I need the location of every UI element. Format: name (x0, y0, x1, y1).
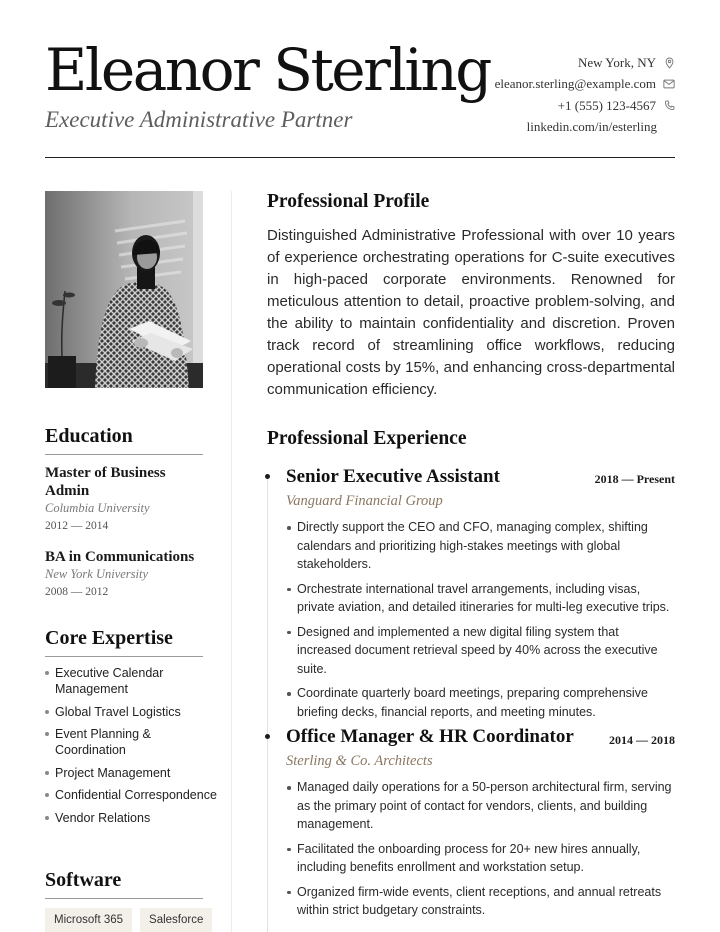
contact-phone (495, 95, 675, 117)
expertise-item: Project Management (45, 765, 220, 781)
job-title: Office Manager & HR Coordinator (286, 726, 574, 747)
job-bullet: Orchestrate international travel arrangements, including visas, private aviation, and detailed itineraries for multi-leg executive trips. (286, 580, 676, 617)
profile-summary: Distinguished Administrative Professional with over 10 years of experience orchestrating operations for C-suite executives in high-paced corporate environments. Renowned for meticulous attention to detail, proactive problem-solving, and the ability to maintain confidentiality and discretion. Proven track record of streamlining office workflows, reducing operational costs by 15%, and enhancing cross-departmental communication efficiency. (267, 227, 675, 398)
expertise-item: Global Travel Logistics (45, 704, 220, 720)
job-bullet: Facilitated the onboarding process for 20+ new hires annually, including benefits enrollment and workstation setup. (286, 840, 676, 877)
contact-email-text[interactable]: eleanor.sterling@example.com (494, 76, 656, 92)
software-tag: Salesforce (140, 908, 212, 932)
job-bullet: Managed daily operations for a 50-person architectural firm, serving as the primary point of contact for vendors, clients, and building management. (286, 778, 676, 834)
education-years: 2008 — 2012 (45, 586, 109, 598)
education-item (45, 464, 210, 535)
phone-icon (657, 100, 675, 111)
timeline-dot (265, 474, 270, 479)
resume-role: Executive Administrative Partner (45, 107, 353, 132)
software-tags (45, 908, 212, 932)
job-bullet: Coordinate quarterly board meetings, preparing comprehensive briefing decks, financial reports, and meeting minutes. (286, 684, 676, 721)
contact-linkedin-text[interactable]: linkedin.com/in/esterling (526, 119, 657, 135)
school-name: New York University (45, 567, 149, 581)
job-title: Senior Executive Assistant (286, 466, 500, 487)
mail-icon (657, 79, 675, 89)
education-item (45, 548, 210, 601)
expertise-item: Event Planning & Coordination (45, 726, 220, 758)
company-name: Sterling & Co. Architects (286, 753, 433, 769)
location-pin-icon (657, 57, 675, 69)
header-divider (45, 157, 675, 158)
school-name: Columbia University (45, 501, 150, 515)
education-years: 2012 — 2014 (45, 520, 109, 532)
expertise-heading: Core Expertise (45, 626, 203, 657)
contact-block (495, 52, 675, 138)
job-dates: 2018 — Present (594, 472, 675, 486)
job-bullets (286, 778, 676, 926)
company-name: Vanguard Financial Group (286, 493, 443, 509)
expertise-item: Vendor Relations (45, 810, 220, 826)
degree-title: BA in Communications (45, 549, 195, 565)
software-tag: Microsoft 365 (45, 908, 132, 932)
contact-linkedin (495, 117, 675, 139)
contact-phone-text: +1 (555) 123-4567 (557, 97, 656, 113)
timeline-dot (265, 734, 270, 739)
expertise-list (45, 665, 220, 832)
contact-location-text: New York, NY (577, 54, 656, 70)
column-divider (231, 191, 232, 932)
expertise-item: Executive Calendar Management (45, 665, 220, 697)
expertise-item: Confidential Correspondence (45, 787, 220, 803)
profile-heading: Professional Profile (267, 191, 430, 212)
education-heading: Education (45, 424, 203, 455)
profile-photo (45, 191, 203, 388)
contact-email (495, 74, 675, 96)
contact-location (495, 52, 675, 74)
resume-name: Eleanor Sterling (45, 36, 490, 104)
degree-title: Master of Business Admin (45, 465, 166, 499)
job-bullet: Designed and implemented a new digital filing system that increased document retrieval speed by 40% across the executive suite. (286, 623, 676, 679)
job-bullets (286, 518, 676, 727)
job-bullet: Organized firm-wide events, client receptions, and annual retreats within strict budgetary constraints. (286, 883, 676, 920)
job-dates: 2014 — 2018 (609, 733, 675, 747)
job-bullet: Directly support the CEO and CFO, managing complex, shifting calendars and prioritizing high-stakes meetings with global stakeholders. (286, 518, 676, 574)
timeline-line (267, 478, 268, 932)
software-heading: Software (45, 868, 203, 899)
experience-heading: Professional Experience (267, 428, 467, 449)
